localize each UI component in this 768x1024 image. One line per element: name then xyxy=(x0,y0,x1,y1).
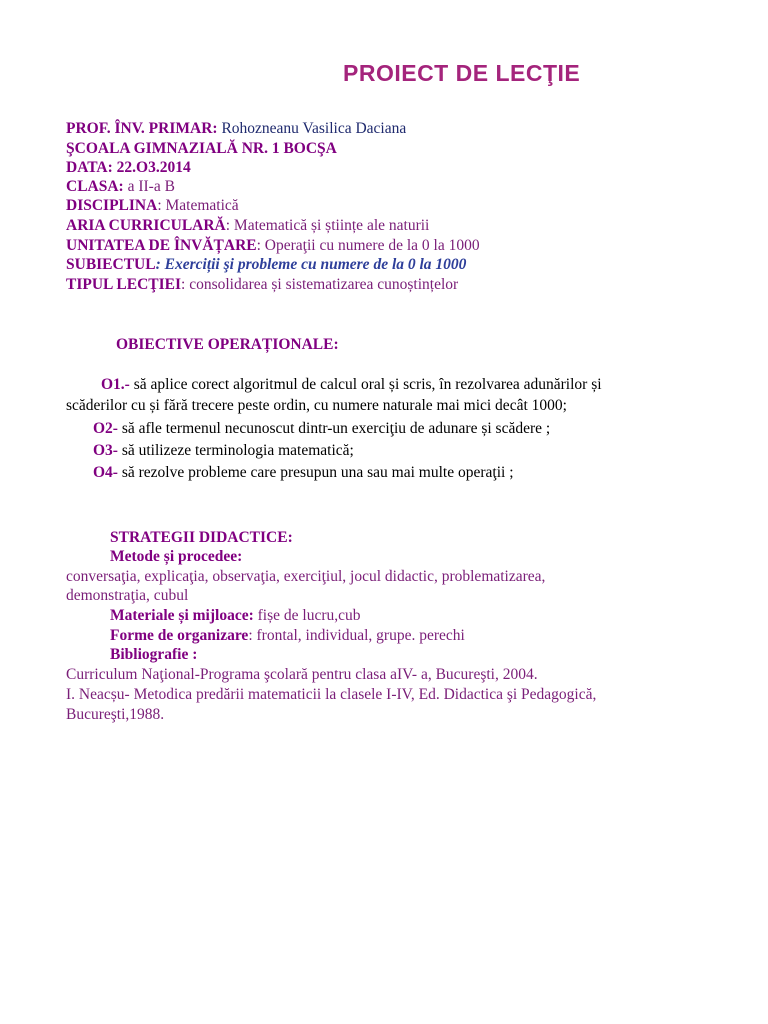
bibliography-entry-2: I. Neacșu- Metodica predării matematicii la clasele I-IV, Ed. Didactica şi Pedagogică, xyxy=(66,686,597,703)
field-school xyxy=(66,139,337,158)
bibliography-entry-2-cont: Bucureşti,1988. xyxy=(66,706,165,723)
field-value: : Operaţii cu numere de la 0 la 1000 xyxy=(256,237,480,254)
field-value: : Exerciții şi probleme cu numere de la 0 la 1000 xyxy=(155,256,467,273)
forms-row xyxy=(110,626,465,645)
page-title: PROIECT DE LECŢIE xyxy=(343,60,581,86)
forms-value: : frontal, individual, grupe. perechi xyxy=(248,627,465,644)
objective-code: O1.- xyxy=(101,376,130,393)
field-label: DISCIPLINA xyxy=(66,197,158,214)
strategies-heading: STRATEGII DIDACTICE: xyxy=(110,529,293,546)
objective-o2 xyxy=(93,419,550,438)
objective-o4 xyxy=(93,463,514,482)
objectives-heading: OBIECTIVE OPERAȚIONALE: xyxy=(116,336,339,353)
field-learning-unit xyxy=(66,236,480,255)
objective-text: să utilizeze terminologia matematică; xyxy=(117,442,354,459)
materials-row xyxy=(110,606,361,625)
bibliography-entry-1: Curriculum Naţional-Programa şcolară pentru clasa aIV- a, Bucureşti, 2004. xyxy=(66,666,538,683)
objective-text: să rezolve probleme care presupun una sau mai multe operaţii ; xyxy=(117,464,514,481)
field-value: : Matematică xyxy=(157,197,239,214)
objective-o1-line2: scăderilor cu și fără trecere peste ordin, cu numere naturale mai mici decât 1000; xyxy=(66,397,567,414)
objective-o1-line1 xyxy=(101,375,602,394)
objective-code: O3- xyxy=(93,442,118,459)
field-label: UNITATEA DE ÎNVĂȚARE xyxy=(66,237,257,254)
field-label: PROF. ÎNV. PRIMAR: xyxy=(66,120,218,137)
objective-o3 xyxy=(93,441,354,460)
methods-line2: demonstraţia, cubul xyxy=(66,587,189,604)
field-label: SUBIECTUL xyxy=(66,256,156,273)
field-discipline xyxy=(66,196,239,215)
field-value: : consolidarea și sistematizarea cunoștințelor xyxy=(181,276,459,293)
field-teacher xyxy=(66,119,406,138)
field-lesson-type xyxy=(66,275,458,294)
methods-line1: conversaţia, explicaţia, observaţia, exerciţiul, jocul didactic, problematizarea, xyxy=(66,568,546,585)
objective-code: O2- xyxy=(93,420,118,437)
field-label: CLASA: xyxy=(66,178,124,195)
objective-text: să aplice corect algoritmul de calcul oral și scris, în rezolvarea adunărilor și xyxy=(129,376,602,393)
field-curricular-area xyxy=(66,216,429,235)
field-label: TIPUL LECŢIEI xyxy=(66,276,182,293)
field-date xyxy=(66,158,191,177)
field-label: ŞCOALA GIMNAZIALĂ NR. 1 BOCŞA xyxy=(66,140,337,157)
methods-label: Metode și procedee: xyxy=(110,548,243,565)
objective-text: să afle termenul necunoscut dintr-un exerciţiu de adunare și scădere ; xyxy=(117,420,551,437)
field-value: a II-a B xyxy=(123,178,175,195)
field-value: : Matematică și științe ale naturii xyxy=(225,217,430,234)
bibliography-label: Bibliografie : xyxy=(110,646,198,663)
field-label: ARIA CURRICULARĂ xyxy=(66,217,226,234)
forms-label: Forme de organizare xyxy=(110,627,249,644)
field-subject xyxy=(66,255,466,274)
field-class xyxy=(66,177,175,196)
materials-label: Materiale și mijloace: xyxy=(110,607,254,624)
field-value: Rohozneanu Vasilica Daciana xyxy=(217,120,407,137)
materials-value: fișe de lucru,cub xyxy=(253,607,361,624)
field-label: DATA: 22.O3.2014 xyxy=(66,159,191,176)
objective-code: O4- xyxy=(93,464,118,481)
